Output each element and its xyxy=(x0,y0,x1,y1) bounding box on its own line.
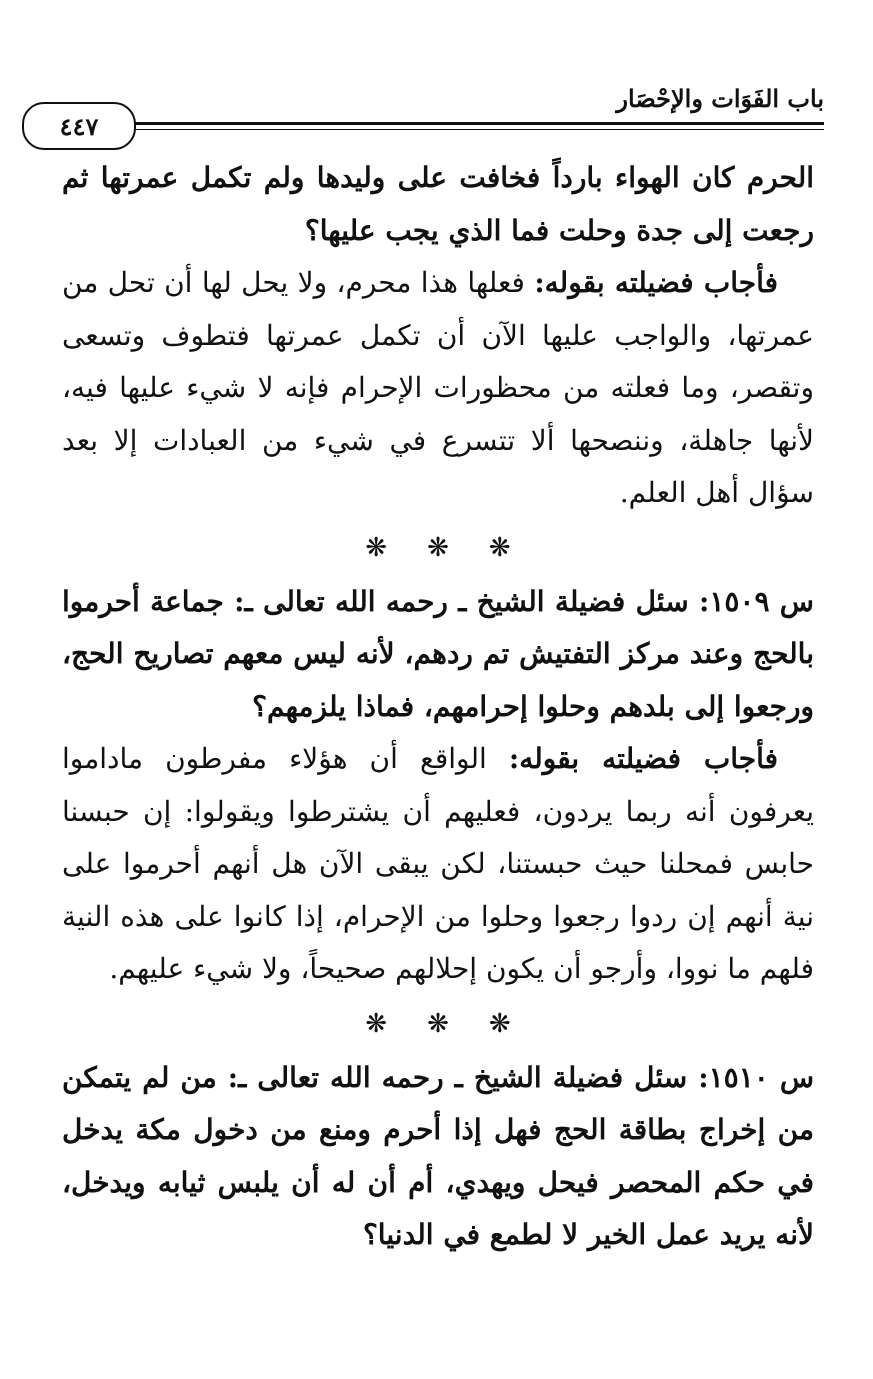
header-rule-thin xyxy=(130,129,824,130)
page-header xyxy=(18,84,824,141)
section-divider xyxy=(62,996,814,1052)
divider-ornament-icon: ❋ xyxy=(488,1008,551,1039)
divider-ornament-icon: ❋ xyxy=(365,532,428,563)
answer-text: فعلها هذا محرم، ولا يحل لها أن تحل من عمرتها، والواجب عليها الآن أن تكمل عمرتها فتطوف وتسعى وتقصر، وما فعلته من محظورات الإحرام فإنه لا شيء عليها فيه، لأنها جاهلة، وننصحها ألا تتسرع في شيء من العبادات إلا بعد سؤال أهل العلم. xyxy=(62,266,814,509)
answer-paragraph xyxy=(62,733,814,996)
answer-text: الواقع أن هؤلاء مفرطون ماداموا يعرفون أنه ربما يردون، فعليهم أن يشترطوا ويقولوا: إن حبسنا حابس فمحلنا حيث حبستنا، لكن يبقى الآن هل أنهم أحرموا على نية أنهم إن ردوا رجعوا وحلوا من الإحرام، إذا كانوا على هذه النية فلهم ما نووا، وأرجو أن يكون إحلالهم صحيحاً، ولا شيء عليهم. xyxy=(62,742,814,985)
section-divider xyxy=(62,520,814,576)
question-text: سئل فضيلة الشيخ ـ رحمه الله تعالى ـ: جماعة أحرموا بالحج وعند مركز التفتيش تم ردهم، لأنه ليس معهم تصاريح الحج، ورجعوا إلى بلدهم وحلوا إحرامهم، فماذا يلزمهم؟ xyxy=(62,584,814,723)
question-paragraph xyxy=(62,1052,814,1262)
answer-paragraph xyxy=(62,257,814,520)
question-text: سئل فضيلة الشيخ ـ رحمه الله تعالى ـ: من لم يتمكن من إخراج بطاقة الحج فهل إذا أحرم ومنع من دخول مكة يدخل في حكم المحصر فيحل ويهدي، أم أن له أن يلبس ثيابه ويدخل، لأنه يريد عمل الخير لا لطمع في الدنيا؟ xyxy=(62,1060,814,1251)
divider-ornament-icon: ❋ xyxy=(488,532,551,563)
question-paragraph xyxy=(62,576,814,734)
answer-lead: فأجاب فضيلته بقوله: xyxy=(508,742,779,775)
question-number: س ١٥٠٩: xyxy=(699,584,814,618)
question-number: س ١٥١٠: xyxy=(698,1060,814,1094)
answer-lead: فأجاب فضيلته بقوله: xyxy=(534,266,779,299)
running-title: باب الفَوَات والإحْصَار xyxy=(616,84,824,113)
divider-ornament-icon: ❋ xyxy=(427,532,489,563)
page-body xyxy=(62,152,814,1262)
question-continuation: الحرم كان الهواء بارداً فخافت على وليدها ولم تكمل عمرتها ثم رجعت إلى جدة وحلت فما الذي يجب عليها؟ xyxy=(62,161,814,247)
page-number-badge: ٤٤٧ xyxy=(22,102,136,150)
header-rule xyxy=(130,122,824,125)
divider-ornament-icon: ❋ xyxy=(427,1008,489,1039)
divider-ornament-icon: ❋ xyxy=(365,1008,428,1039)
